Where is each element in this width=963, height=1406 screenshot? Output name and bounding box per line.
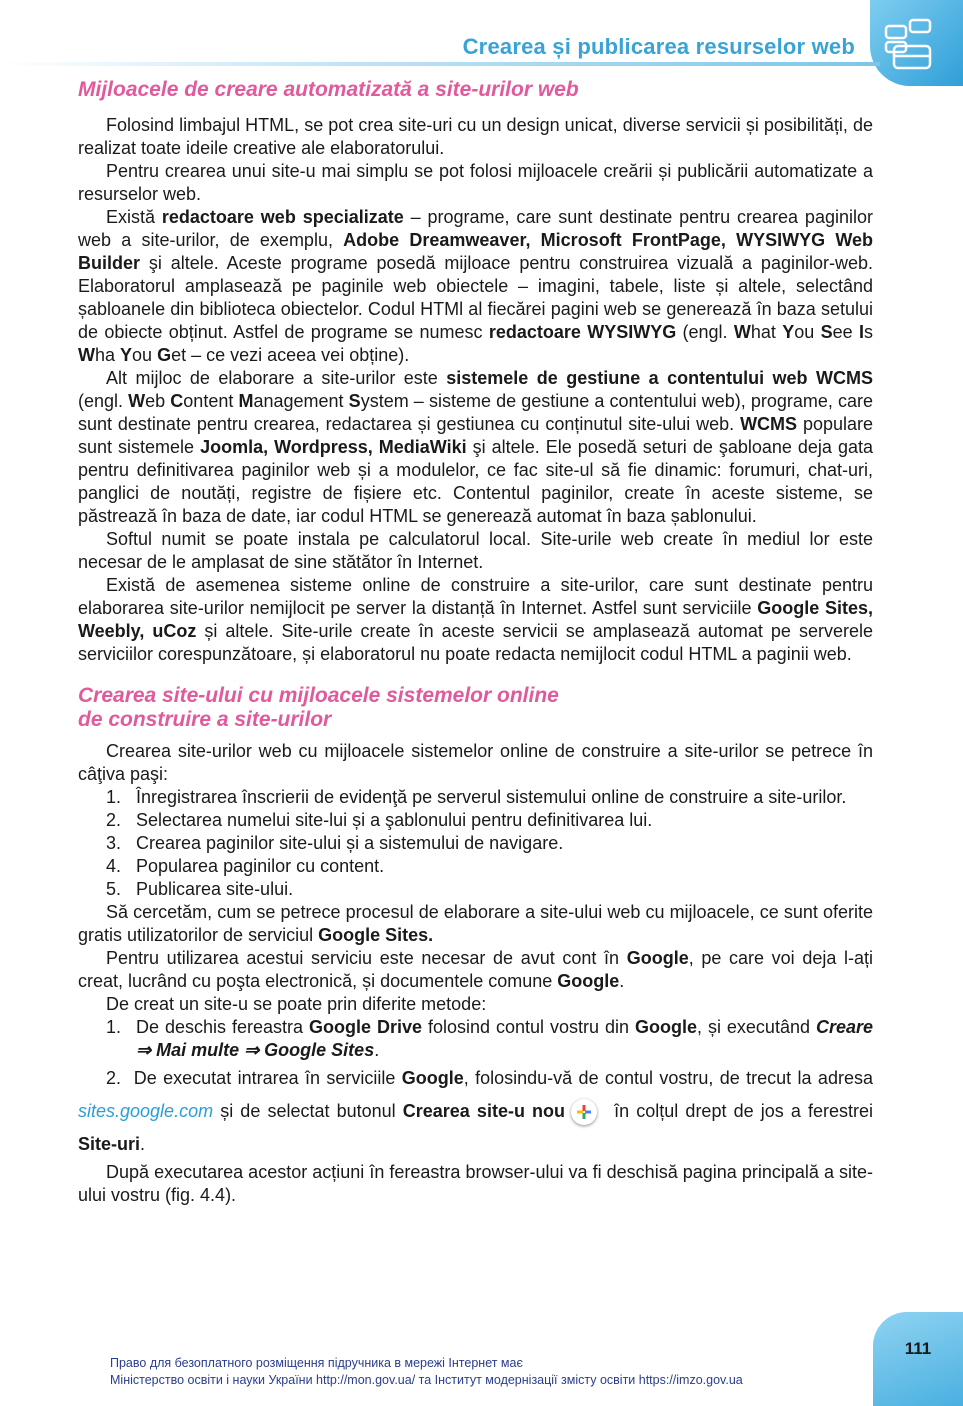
steps-list — [78, 786, 873, 901]
paragraph: Există de asemenea sisteme online de construire a site-urilor, care sunt destinate pentru elaborarea site-urilor nemijlocit pe server la distanță în Internet. Astfel sunt serviciile Google Sites, Weebly, uCoz și altele. Site-urile create în aceste servicii se amplasează automat pe serverele serviciilor corespunzătoare, și elaboratorul nu poate redacta nemijlocit codul HTML a paginii web. — [78, 575, 873, 664]
web-layout-icon — [884, 18, 934, 70]
list-item: 1. De deschis fereastra Google Drive folosind contul vostru din Google, și executând Creare ⇒ Mai multe ⇒ Google Sites. — [106, 1017, 873, 1060]
section-online-systems — [78, 740, 873, 1207]
section-heading-online-systems: Crearea site-ului cu mijloacele sistemelor online de construire a site-urilor — [78, 684, 559, 731]
list-item: 3. Crearea paginilor site-ului și a sistemului de navigare. — [106, 833, 564, 853]
chapter-title: Crearea și publicarea resurselor web — [462, 34, 855, 59]
footer-line: Право для безоплатного розміщення підручника в мережі Інтернет має — [110, 1356, 523, 1370]
paragraph: Pentru crearea unui site-u mai simplu se pot folosi mijloacele creării și publicării automatizate a resurselor web. — [78, 161, 873, 204]
paragraph: Pentru utilizarea acestui serviciu este necesar de avut cont în Google, pe care voi deja l-ați creat, lucrând cu poşta electronică, și documentele comune Google. — [78, 948, 874, 991]
header-divider — [0, 62, 880, 66]
paragraph: 2. De executat intrarea în serviciile Google, folosindu-vă de contul vostru, de trecut la adresa sites.google.com și de selectat butonul Crearea site-u nou în colțul drept de jos a ferestrei Site-uri. — [78, 1068, 873, 1154]
page-number-tab — [873, 1312, 963, 1406]
sites-google-link[interactable]: sites.google.com — [78, 1101, 214, 1121]
chapter-corner-tab — [870, 0, 963, 86]
paragraph: Softul numit se poate instala pe calculatorul local. Site-urile web create în mediul lor este necesar de le amplasat de sine stătător în Internet. — [78, 529, 873, 572]
list-item: 2. Selectarea numelui site-lui și a şablonului pentru definitivarea lui. — [106, 810, 653, 830]
list-item: 4. Popularea paginilor cu content. — [106, 856, 385, 876]
page-number: 111 — [904, 1339, 932, 1358]
paragraph: Există redactoare web specializate – programe, care sunt destinate pentru crearea paginilor web a site-urilor, de exemplu, Adobe Dreamweaver, Microsoft FrontPage, WYSIWYG Web Builder şi altele. Aceste programe posedă mijloace pentru construirea vizuală a paginilor-web. Elaboratorul amplasează pe paginile web obiectele – imagini, tabele, liste și altele, selectând șabloanele din biblioteca obiectelor. Codul HTMl al fiecărei pagini web se generează în baza setului de obiecte obținut. Astfel de programe se numesc redactoare WYSIWYG (engl. What You See Is Wha You Get – ce vezi aceea vei obține). — [78, 207, 874, 365]
footer-notice — [110, 1355, 743, 1389]
paragraph: De creat un site-u se poate prin diferite metode: — [106, 994, 487, 1014]
paragraph: După executarea acestor acțiuni în fereastra browser-ului va fi deschisă pagina principală a site-ului vostru (fig. 4.4). — [78, 1162, 873, 1205]
paragraph: Crearea site-urilor web cu mijloacele sistemelor online de construire a site-urilor se petrece în câţiva paşi: — [78, 741, 873, 784]
paragraph: Să cercetăm, cum se petrece procesul de elaborare a site-ului web cu mijloacele, ce sunt oferite gratis utilizatorilor de serviciul Google Sites. — [78, 902, 873, 945]
list-item: 5. Publicarea site-ului. — [106, 879, 294, 899]
paragraph: Alt mijloc de elaborare a site-urilor este sistemele de gestiune a contentului web WCMS (engl. Web Content Management System – sisteme de gestiune a contentului web), programe, care sunt destinate pentru crearea, redactarea și gestiunea cu conținutul site-ului web. WCMS populare sunt sistemele Joomla, Wordpress, MediaWiki şi altele. Ele posedă seturi de şabloane deja gata pentru definitivarea paginilor web și a modulelor, ce fac site-ul să fie dinamic: forumuri, chat-uri, panglici de noutăți, registre de fișiere etc. Contentul paginilor, create în aceste sisteme, se păstrează în baza de date, iar codul HTML se generează automat în baza șablonului. — [78, 368, 874, 526]
list-item: 1. Înregistrarea înscrierii de evidenţă pe serverul sistemului online de construire a site-urilor. — [106, 787, 847, 807]
plus-icon — [577, 1105, 591, 1119]
methods-list — [78, 1016, 873, 1062]
section-heading-automated-tools: Mijloacele de creare automatizată a site-urilor web — [78, 78, 579, 101]
paragraph: Folosind limbajul HTML, se pot crea site-uri cu un design unicat, diverse servicii și posibilități, de realizat toate ideile creative ale elaboratorului. — [78, 115, 873, 158]
footer-line: Міністерство освіти і науки України http://mon.gov.ua/ та Інститут модернізації змісту освіти https://imzo.gov.ua — [110, 1373, 743, 1387]
section-automated-tools — [78, 114, 873, 666]
create-site-button[interactable] — [571, 1099, 597, 1125]
page-content — [78, 78, 873, 1207]
